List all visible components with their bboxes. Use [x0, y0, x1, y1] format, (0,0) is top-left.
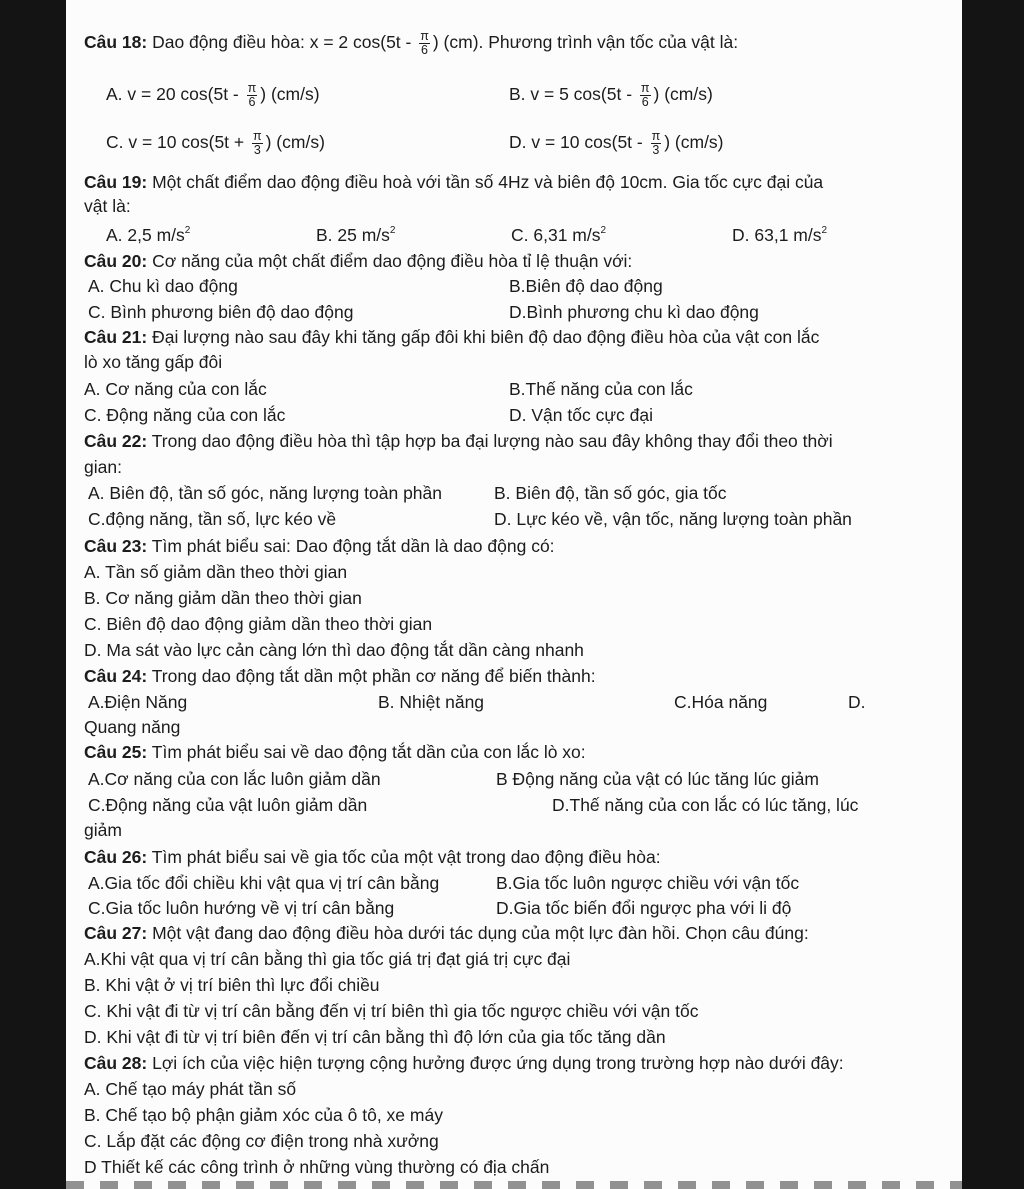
- option-b[interactable]: B. 25 $m/s^2$: [316, 225, 396, 245]
- question-label: Câu 27:: [84, 923, 148, 943]
- option-c[interactable]: C.Gia tốc luôn hướng về vị trí cân bằng: [88, 898, 395, 918]
- question-25-stem: Câu 25: Tìm phát biểu sai về dao động tắt dần của con lắc lò xo:: [84, 742, 586, 762]
- option-c[interactable]: C.Hóa năng: [674, 692, 768, 712]
- option-a[interactable]: A. Cơ năng của con lắc: [84, 379, 267, 399]
- option-a[interactable]: A. Biên độ, tần số góc, năng lượng toàn phần: [88, 483, 442, 503]
- question-22-stem-cont: gian:: [84, 457, 122, 477]
- option-a[interactable]: A.Điện Năng: [88, 692, 188, 712]
- option-c[interactable]: C.Động năng của vật luôn giảm dần: [88, 795, 368, 815]
- option-b[interactable]: B.Biên độ dao động: [509, 276, 663, 296]
- question-label: Câu 19:: [84, 172, 148, 192]
- fraction: $\frac{\pi}{3}$: [252, 129, 262, 157]
- option-b[interactable]: B. v = 5 cos(5t - $\frac{\pi}{6}$ ) (cm/s): [509, 81, 713, 109]
- option-d-cont: giảm: [84, 820, 122, 840]
- option-d[interactable]: D.Thế năng của con lắc có lúc tăng, lúc: [552, 795, 859, 815]
- option-d[interactable]: D. v = 10 cos(5t - $\frac{\pi}{3}$ ) (cm/s): [509, 129, 724, 157]
- option-a[interactable]: A. Chu kì dao động: [88, 276, 238, 296]
- option-b[interactable]: B Động năng của vật có lúc tăng lúc giảm: [496, 769, 819, 789]
- option-a[interactable]: A. 2,5 $m/s^2$: [106, 225, 191, 245]
- option-a[interactable]: A.Cơ năng của con lắc luôn giảm dần: [88, 769, 381, 789]
- question-label: Câu 28:: [84, 1053, 148, 1073]
- option-a[interactable]: A. v = 20 cos(5t - $\frac{\pi}{6}$ ) (cm/s): [106, 81, 320, 109]
- option-b[interactable]: B.Thế năng của con lắc: [509, 379, 693, 399]
- option-a[interactable]: A. Chế tạo máy phát tần số: [84, 1079, 297, 1099]
- option-d[interactable]: D. 63,1 $m/s^2$: [732, 225, 828, 245]
- question-21-stem-cont: lò xo tăng gấp đôi: [84, 352, 223, 372]
- option-c[interactable]: C.động năng, tần số, lực kéo về: [88, 509, 337, 529]
- document-page: [66, 0, 962, 1189]
- option-d[interactable]: D. Lực kéo về, vận tốc, năng lượng toàn phần: [494, 509, 852, 529]
- question-27-stem: Câu 27: Một vật đang dao động điều hòa dưới tác dụng của một lực đàn hồi. Chọn câu đúng:: [84, 923, 809, 943]
- option-d-cont: Quang năng: [84, 717, 181, 737]
- option-b[interactable]: B. Khi vật ở vị trí biên thì lực đổi chiều: [84, 975, 380, 995]
- question-22-stem: Câu 22: Trong dao động điều hòa thì tập hợp ba đại lượng nào sau đây không thay đổi theo thời: [84, 431, 833, 451]
- question-26-stem: Câu 26: Tìm phát biểu sai về gia tốc của một vật trong dao động điều hòa:: [84, 847, 661, 867]
- question-21-stem: Câu 21: Đại lượng nào sau đây khi tăng gấp đôi khi biên độ dao động điều hòa của vật con lắc: [84, 327, 820, 347]
- option-a[interactable]: A.Khi vật qua vị trí cân bằng thì gia tốc giá trị đạt giá trị cực đại: [84, 949, 571, 969]
- option-c[interactable]: C. Khi vật đi từ vị trí cân bằng đến vị trí biên thì gia tốc ngược chiều với vận tốc: [84, 1001, 699, 1021]
- option-b[interactable]: B. Chế tạo bộ phận giảm xóc của ô tô, xe máy: [84, 1105, 443, 1125]
- option-b[interactable]: B. Nhiệt năng: [378, 692, 485, 712]
- option-c[interactable]: C. v = 10 cos(5t + $\frac{\pi}{3}$ ) (cm/s): [106, 129, 325, 157]
- option-c[interactable]: C. Biên độ dao động giảm dần theo thời gian: [84, 614, 433, 634]
- option-d[interactable]: D. Ma sát vào lực cản càng lớn thì dao động tắt dần càng nhanh: [84, 640, 584, 660]
- question-20-stem: Câu 20: Cơ năng của một chất điểm dao động điều hòa tỉ lệ thuận với:: [84, 251, 633, 271]
- option-c[interactable]: C. Lắp đặt các động cơ điện trong nhà xưởng: [84, 1131, 439, 1151]
- question-label: Câu 18:: [84, 32, 148, 53]
- option-b[interactable]: B. Cơ năng giảm dần theo thời gian: [84, 588, 362, 608]
- option-d[interactable]: D.Gia tốc biến đổi ngược pha với li độ: [496, 898, 792, 918]
- option-a[interactable]: A. Tần số giảm dần theo thời gian: [84, 562, 348, 582]
- question-23-stem: Câu 23: Tìm phát biểu sai: Dao động tắt dần là dao động có:: [84, 536, 555, 556]
- fraction: $\frac{\pi}{6}$: [420, 29, 429, 57]
- option-d[interactable]: D.: [848, 692, 866, 712]
- option-d[interactable]: D Thiết kế các công trình ở những vùng thường có địa chấn: [84, 1157, 550, 1177]
- question-label: Câu 25:: [84, 742, 148, 762]
- option-b[interactable]: B. Biên độ, tần số góc, gia tốc: [494, 483, 727, 503]
- cropped-next-line: [66, 1181, 962, 1189]
- question-label: Câu 26:: [84, 847, 148, 867]
- option-d[interactable]: D.Bình phương chu kì dao động: [509, 302, 759, 322]
- option-c[interactable]: C. Động năng của con lắc: [84, 405, 286, 425]
- fraction: $\frac{\pi}{6}$: [247, 81, 257, 109]
- question-label: Câu 21:: [84, 327, 148, 347]
- option-c[interactable]: C. 6,31 $m/s^2$: [511, 225, 607, 245]
- question-label: Câu 22:: [84, 431, 148, 451]
- option-c[interactable]: C. Bình phương biên độ dao động: [88, 302, 354, 322]
- option-b[interactable]: B.Gia tốc luôn ngược chiều với vận tốc: [496, 873, 800, 893]
- fraction: $\frac{\pi}{3}$: [651, 129, 661, 157]
- question-24-stem: Câu 24: Trong dao động tắt dần một phần cơ năng để biến thành:: [84, 666, 596, 686]
- question-18-stem: Câu 18: Dao động điều hòa: x = 2 cos(5t - $\frac{\pi}{6}$ ) (cm). Phương trình vận tốc của vật là:: [84, 29, 739, 57]
- fraction: $\frac{\pi}{6}$: [640, 81, 650, 109]
- option-d[interactable]: D. Vận tốc cực đại: [509, 405, 653, 425]
- question-label: Câu 23:: [84, 536, 148, 556]
- question-label: Câu 24:: [84, 666, 148, 686]
- question-19-stem-cont: vật là:: [84, 196, 131, 216]
- option-a[interactable]: A.Gia tốc đổi chiều khi vật qua vị trí cân bằng: [88, 873, 440, 893]
- option-d[interactable]: D. Khi vật đi từ vị trí biên đến vị trí cân bằng thì độ lớn của gia tốc tăng dần: [84, 1027, 666, 1047]
- question-28-stem: Câu 28: Lợi ích của việc hiện tượng cộng hưởng được ứng dụng trong trường hợp nào dưới đây:: [84, 1053, 844, 1073]
- question-19-stem: Câu 19: Một chất điểm dao động điều hoà với tần số 4Hz và biên độ 10cm. Gia tốc cực đại của: [84, 172, 824, 192]
- question-label: Câu 20:: [84, 251, 148, 271]
